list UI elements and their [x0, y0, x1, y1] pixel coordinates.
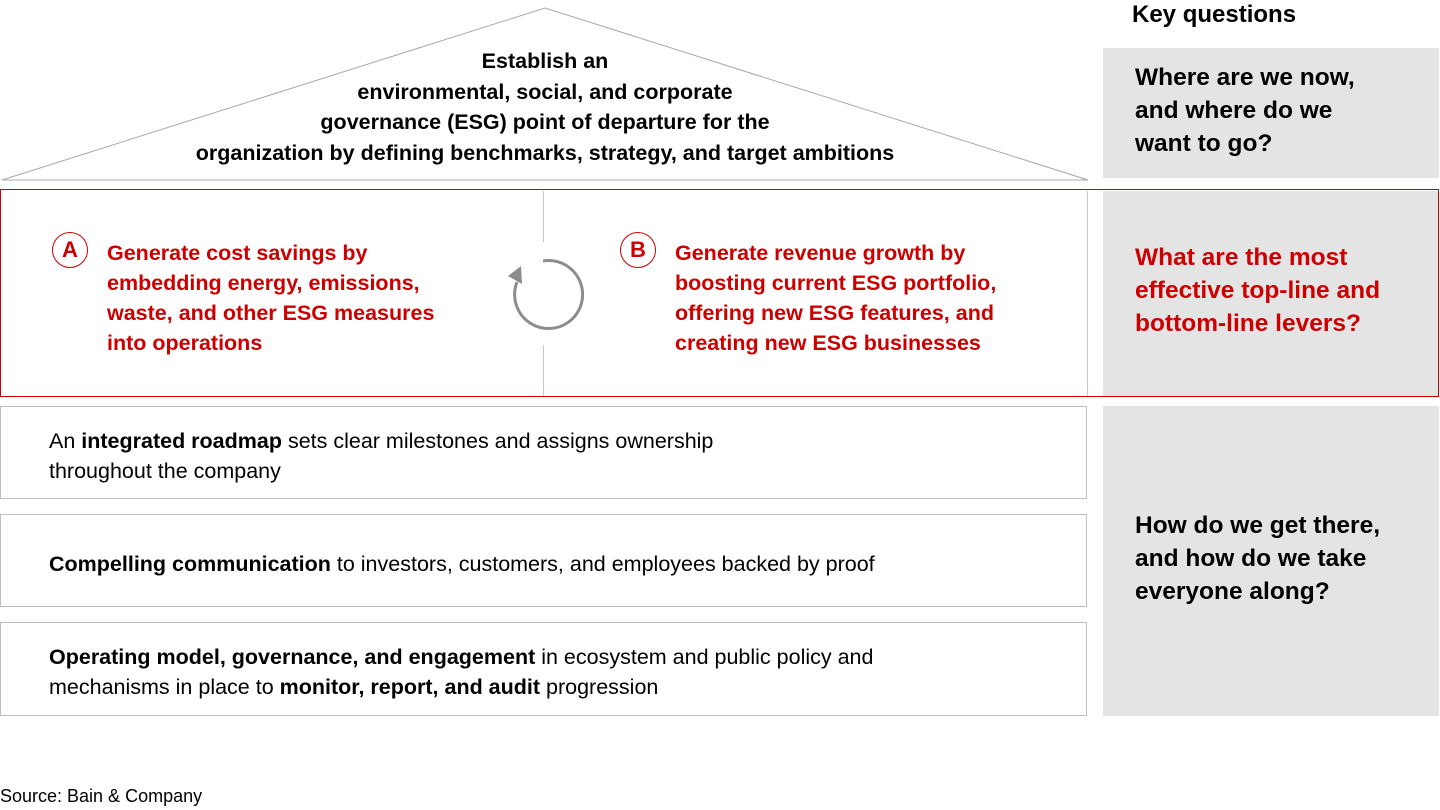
text-fragment: in ecosystem and public policy and — [535, 645, 874, 669]
question-line: want to go? — [1135, 130, 1273, 157]
question-box-3 — [1103, 406, 1439, 716]
question-line: and how do we take — [1135, 545, 1367, 572]
operating-model-text — [49, 642, 873, 702]
lever-line: Generate revenue growth by — [675, 241, 966, 265]
question-1 — [1135, 61, 1355, 160]
question-line: How do we get there, — [1135, 512, 1381, 539]
text-bold: Compelling communication — [49, 552, 331, 576]
text-fragment: to investors, customers, and employees backed by proof — [330, 552, 875, 576]
key-questions-title: Key questions — [1132, 1, 1297, 28]
question-3 — [1135, 509, 1380, 608]
text-bold: Operating model, governance, and engagement — [49, 645, 536, 669]
lever-line: Generate cost savings by — [107, 241, 368, 265]
question-line: everyone along? — [1135, 578, 1330, 605]
question-line: effective top-line and — [1135, 277, 1381, 304]
roadmap-text — [49, 426, 713, 486]
lever-a-badge: A — [52, 232, 88, 268]
question-line: bottom-line levers? — [1135, 310, 1361, 337]
text-fragment: progression — [540, 675, 659, 699]
text-fragment: mechanisms in place to — [49, 675, 280, 699]
roof-line: environmental, social, and corporate — [357, 79, 733, 104]
text-fragment: sets clear milestones and assigns ownership — [281, 429, 714, 453]
lever-line: embedding energy, emissions, — [107, 271, 420, 295]
operating-model-row — [0, 622, 1087, 716]
communication-text — [49, 549, 875, 579]
question-line: and where do we — [1135, 97, 1333, 124]
question-line: Where are we now, — [1135, 64, 1355, 91]
lever-b-badge: B — [620, 232, 656, 268]
communication-row — [0, 514, 1087, 607]
text-fragment: throughout the company — [49, 459, 281, 483]
lever-line: waste, and other ESG measures — [107, 301, 435, 325]
levers-highlight-frame — [0, 189, 1439, 397]
text-bold: monitor, report, and audit — [279, 675, 541, 699]
roof-line: organization by defining benchmarks, strategy, and target ambitions — [195, 140, 895, 165]
source-note: Source: Bain & Company — [0, 786, 203, 806]
text-fragment: An — [49, 429, 82, 453]
roof-line: Establish an — [481, 49, 609, 73]
lever-line: creating new ESG businesses — [675, 331, 981, 355]
lever-line: boosting current ESG portfolio, — [675, 271, 997, 295]
lever-line: offering new ESG features, and — [675, 301, 994, 325]
question-box-1 — [1103, 48, 1439, 178]
roof-line: governance (ESG) point of departure for the — [320, 110, 770, 134]
question-line: What are the most — [1135, 244, 1348, 271]
roof-statement — [60, 46, 1030, 168]
lever-line: into operations — [107, 331, 263, 355]
roadmap-row — [0, 406, 1087, 499]
text-bold: integrated roadmap — [81, 429, 282, 453]
